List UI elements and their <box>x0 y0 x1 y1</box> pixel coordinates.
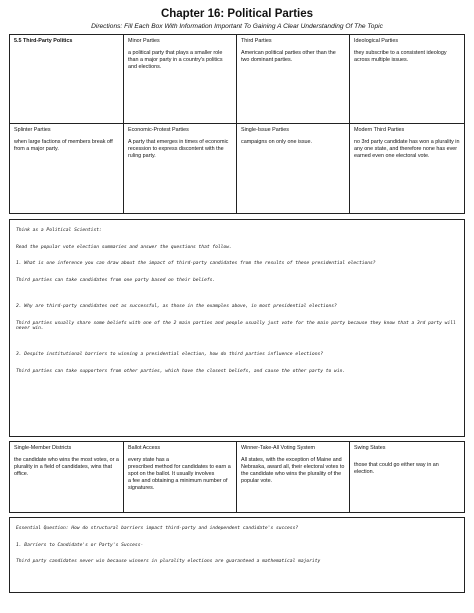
cell-title: Winner-Take-All Voting System <box>241 445 315 451</box>
cell-body: when large factions of members break off from a major party. <box>14 139 113 153</box>
cell-title: 5.5 Third-Party Politics <box>14 38 73 44</box>
essential-answer-1: Third party candidates never win because winners in plurality elections are guaranteed a mathematical majority <box>16 559 321 565</box>
scientist-heading: Think as a Political Scientist: <box>16 228 102 233</box>
grid-cell <box>10 442 124 512</box>
grid-cell <box>124 442 237 512</box>
cell-body: a political party that plays a smaller role than a major party in a country's politics and elections. <box>128 50 223 71</box>
cell-title: Single-Issue Parties <box>241 127 289 133</box>
cell-body: All states, with the exception of Maine and Nebraska, award all, their electoral votes to the candidate who wins the plurality of the popular vote. <box>241 457 345 485</box>
answer-2: Third parties usually share some beliefs with one of the 2 main parties and people usually just vote for the main party because they know that a 3rd party will never win. <box>16 320 456 332</box>
cell-body: the candidate who wins the most votes, or a plurality in a field of candidates, wins that office. <box>14 457 119 478</box>
grid-cell <box>124 35 237 123</box>
grid-cell <box>10 124 124 213</box>
terms-grid-bottom <box>9 441 465 513</box>
grid-cell <box>350 35 464 123</box>
scientist-instructions: Read the popular vote election summaries and answer the questions that follow. <box>16 244 232 250</box>
cell-body: those that could go either way in an election. <box>354 462 439 476</box>
cell-body: every state has a prescribed method for candidates to earn a spot on the ballot. It usually involves a fee and obtaining a minimum number of signatures. <box>128 457 231 492</box>
question-3: 3. Despite institutional barriers to winning a presidential election, how do third parties influence elections? <box>16 352 323 358</box>
grid-cell <box>237 124 350 213</box>
cell-title: Third Parties <box>241 38 272 44</box>
cell-title: Ballot Access <box>128 445 161 451</box>
cell-body: A party that emerges in times of economic recession to express discontent with the ruling party. <box>128 139 229 160</box>
essential-prompt-1: 1. Barriers to Candidate's or Party's Success- <box>16 542 144 548</box>
grid-cell <box>350 442 464 512</box>
grid-row-1 <box>10 35 464 124</box>
cell-title: Swing States <box>354 445 386 451</box>
question-1: 1. What is one inference you can draw about the impact of third-party candidates from the results of these presidential elections? <box>16 261 376 267</box>
grid-row-2 <box>10 124 464 213</box>
essential-question: Essential Question: How do structural barriers impact third-party and independent candidate's success? <box>16 526 299 531</box>
terms-grid-top <box>9 34 465 214</box>
essential-question-box <box>9 517 465 593</box>
cell-title: Single-Member Districts <box>14 445 72 451</box>
grid-cell <box>237 442 350 512</box>
cell-title: Splinter Parties <box>14 127 51 133</box>
cell-body: no 3rd party candidate has won a plurality in any one state, and therefore none has ever earned even one electoral vote. <box>354 139 460 160</box>
answer-3: Third parties can take supporters from other parties, which have the closest beliefs, and cause the other party to win. <box>16 368 346 374</box>
grid-cell <box>124 124 237 213</box>
grid-cell <box>10 35 124 123</box>
cell-body: American political parties other than the two dominant parties. <box>241 50 336 64</box>
grid-cell <box>237 35 350 123</box>
cell-body: they subscribe to a consistent ideology across multiple issues. <box>354 50 447 64</box>
answer-1: Third parties can take candidates from one party based on their beliefs. <box>16 278 216 284</box>
question-2: 2. Why are third-party candidates not as successful, as those in the examples above, in most presidential elections? <box>16 303 337 309</box>
cell-title: Ideological Parties <box>354 38 399 44</box>
directions-text: Directions: Fill Each Box With Information Important To Gaining A Clear Understanding Of The Topic <box>91 23 383 30</box>
page-title: Chapter 16: Political Parties <box>160 8 314 20</box>
cell-title: Economic-Protest Parties <box>128 127 189 133</box>
grid-row-3 <box>10 442 464 512</box>
grid-cell <box>350 124 464 213</box>
cell-body: campaigns on only one issue. <box>241 139 313 146</box>
cell-title: Minor Parties <box>128 38 160 44</box>
scientist-box <box>9 219 465 437</box>
cell-title: Modern Third Parties <box>354 127 405 133</box>
